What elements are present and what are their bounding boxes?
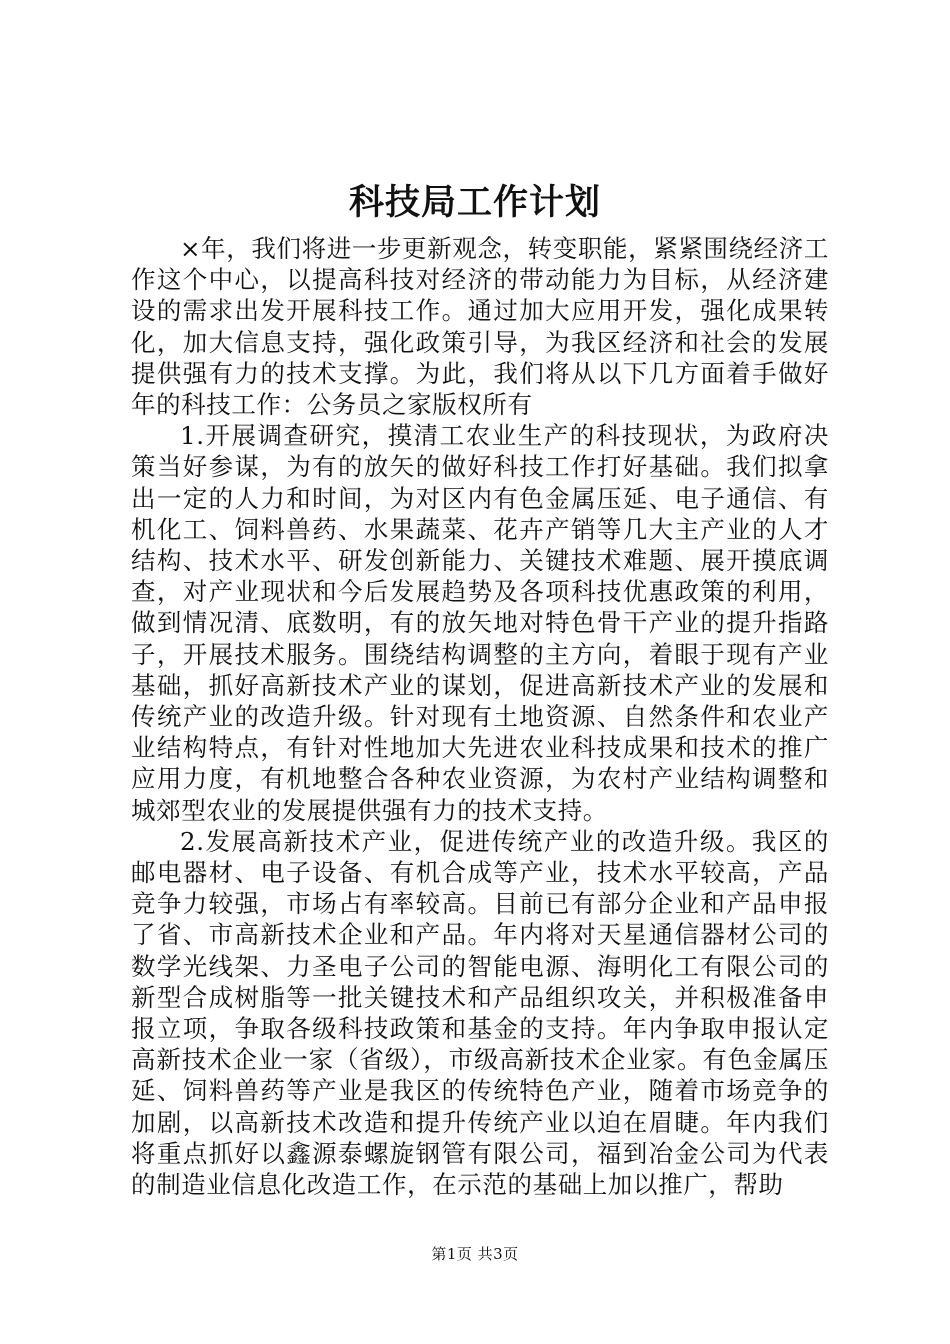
paragraph-item-1: 1.开展调查研究，摸清工农业生产的科技现状，为政府决策当好参谋，为有的放矢的做好科技工作打好基础。我们拟拿出一定的人力和时间，为对区内有色金属压延、电子通信、有机化工、饲料兽药、水果蔬菜、花卉产销等几大主产业的人才结构、技术水平、研发创新能力、关键技术难题、展开摸底调查，对产业现状和今后发展趋势及各项科技优惠政策的利用，做到情况清、底数明，有的放矢地对特色骨干产业的提升指路子，开展技术服务。围绕结构调整的主方向，着眼于现有产业基础，抓好高新技术产业的谋划，促进高新技术产业的发展和传统产业的改造升级。针对现有土地资源、自然条件和农业产业结构特点，有针对性地加大先进农业科技成果和技术的推广应用力度，有机地整合各种农业资源，为农村产业结构调整和城郊型农业的发展提供强有力的技术支持。 <box>131 421 829 825</box>
document-title: 科技局工作计划 <box>348 182 601 223</box>
page-footer: 第1页 共3页 <box>431 1245 519 1263</box>
paragraph-intro: ×年，我们将进一步更新观念，转变职能，紧紧围绕经济工作这个中心，以提高科技对经济的带动能力为目标，从经济建设的需求出发开展科技工作。通过加大应用开发，强化成果转化，加大信息支持，强化政策引导，为我区经济和社会的发展提供强有力的技术支撑。为此，我们将从以下几方面着手做好年的科技工作：公务员之家版权所有 <box>131 234 829 420</box>
document-body <box>131 233 829 1200</box>
paragraph-item-2: 2.发展高新技术产业，促进传统产业的改造升级。我区的邮电器材、电子设备、有机合成等产业，技术水平较高，产品竞争力较强，市场占有率较高。目前已有部分企业和产品申报了省、市高新技术企业和产品。年内将对天星通信器材公司的数学光线架、力圣电子公司的智能电源、海明化工有限公司的新型合成树脂等一批关键技术和产品组织攻关，并积极准备申报立项，争取各级科技政策和基金的支持。年内争取申报认定高新技术企业一家（省级），市级高新技术企业家。有色金属压延、饲料兽药等产业是我区的传统特色产业，随着市场竞争的加剧，以高新技术改造和提升传统产业以迫在眉睫。年内我们将重点抓好以鑫源泰螺旋钢管有限公司，福到冶金公司为代表的制造业信息化改造工作，在示范的基础上加以推广，帮助 <box>131 826 829 1200</box>
